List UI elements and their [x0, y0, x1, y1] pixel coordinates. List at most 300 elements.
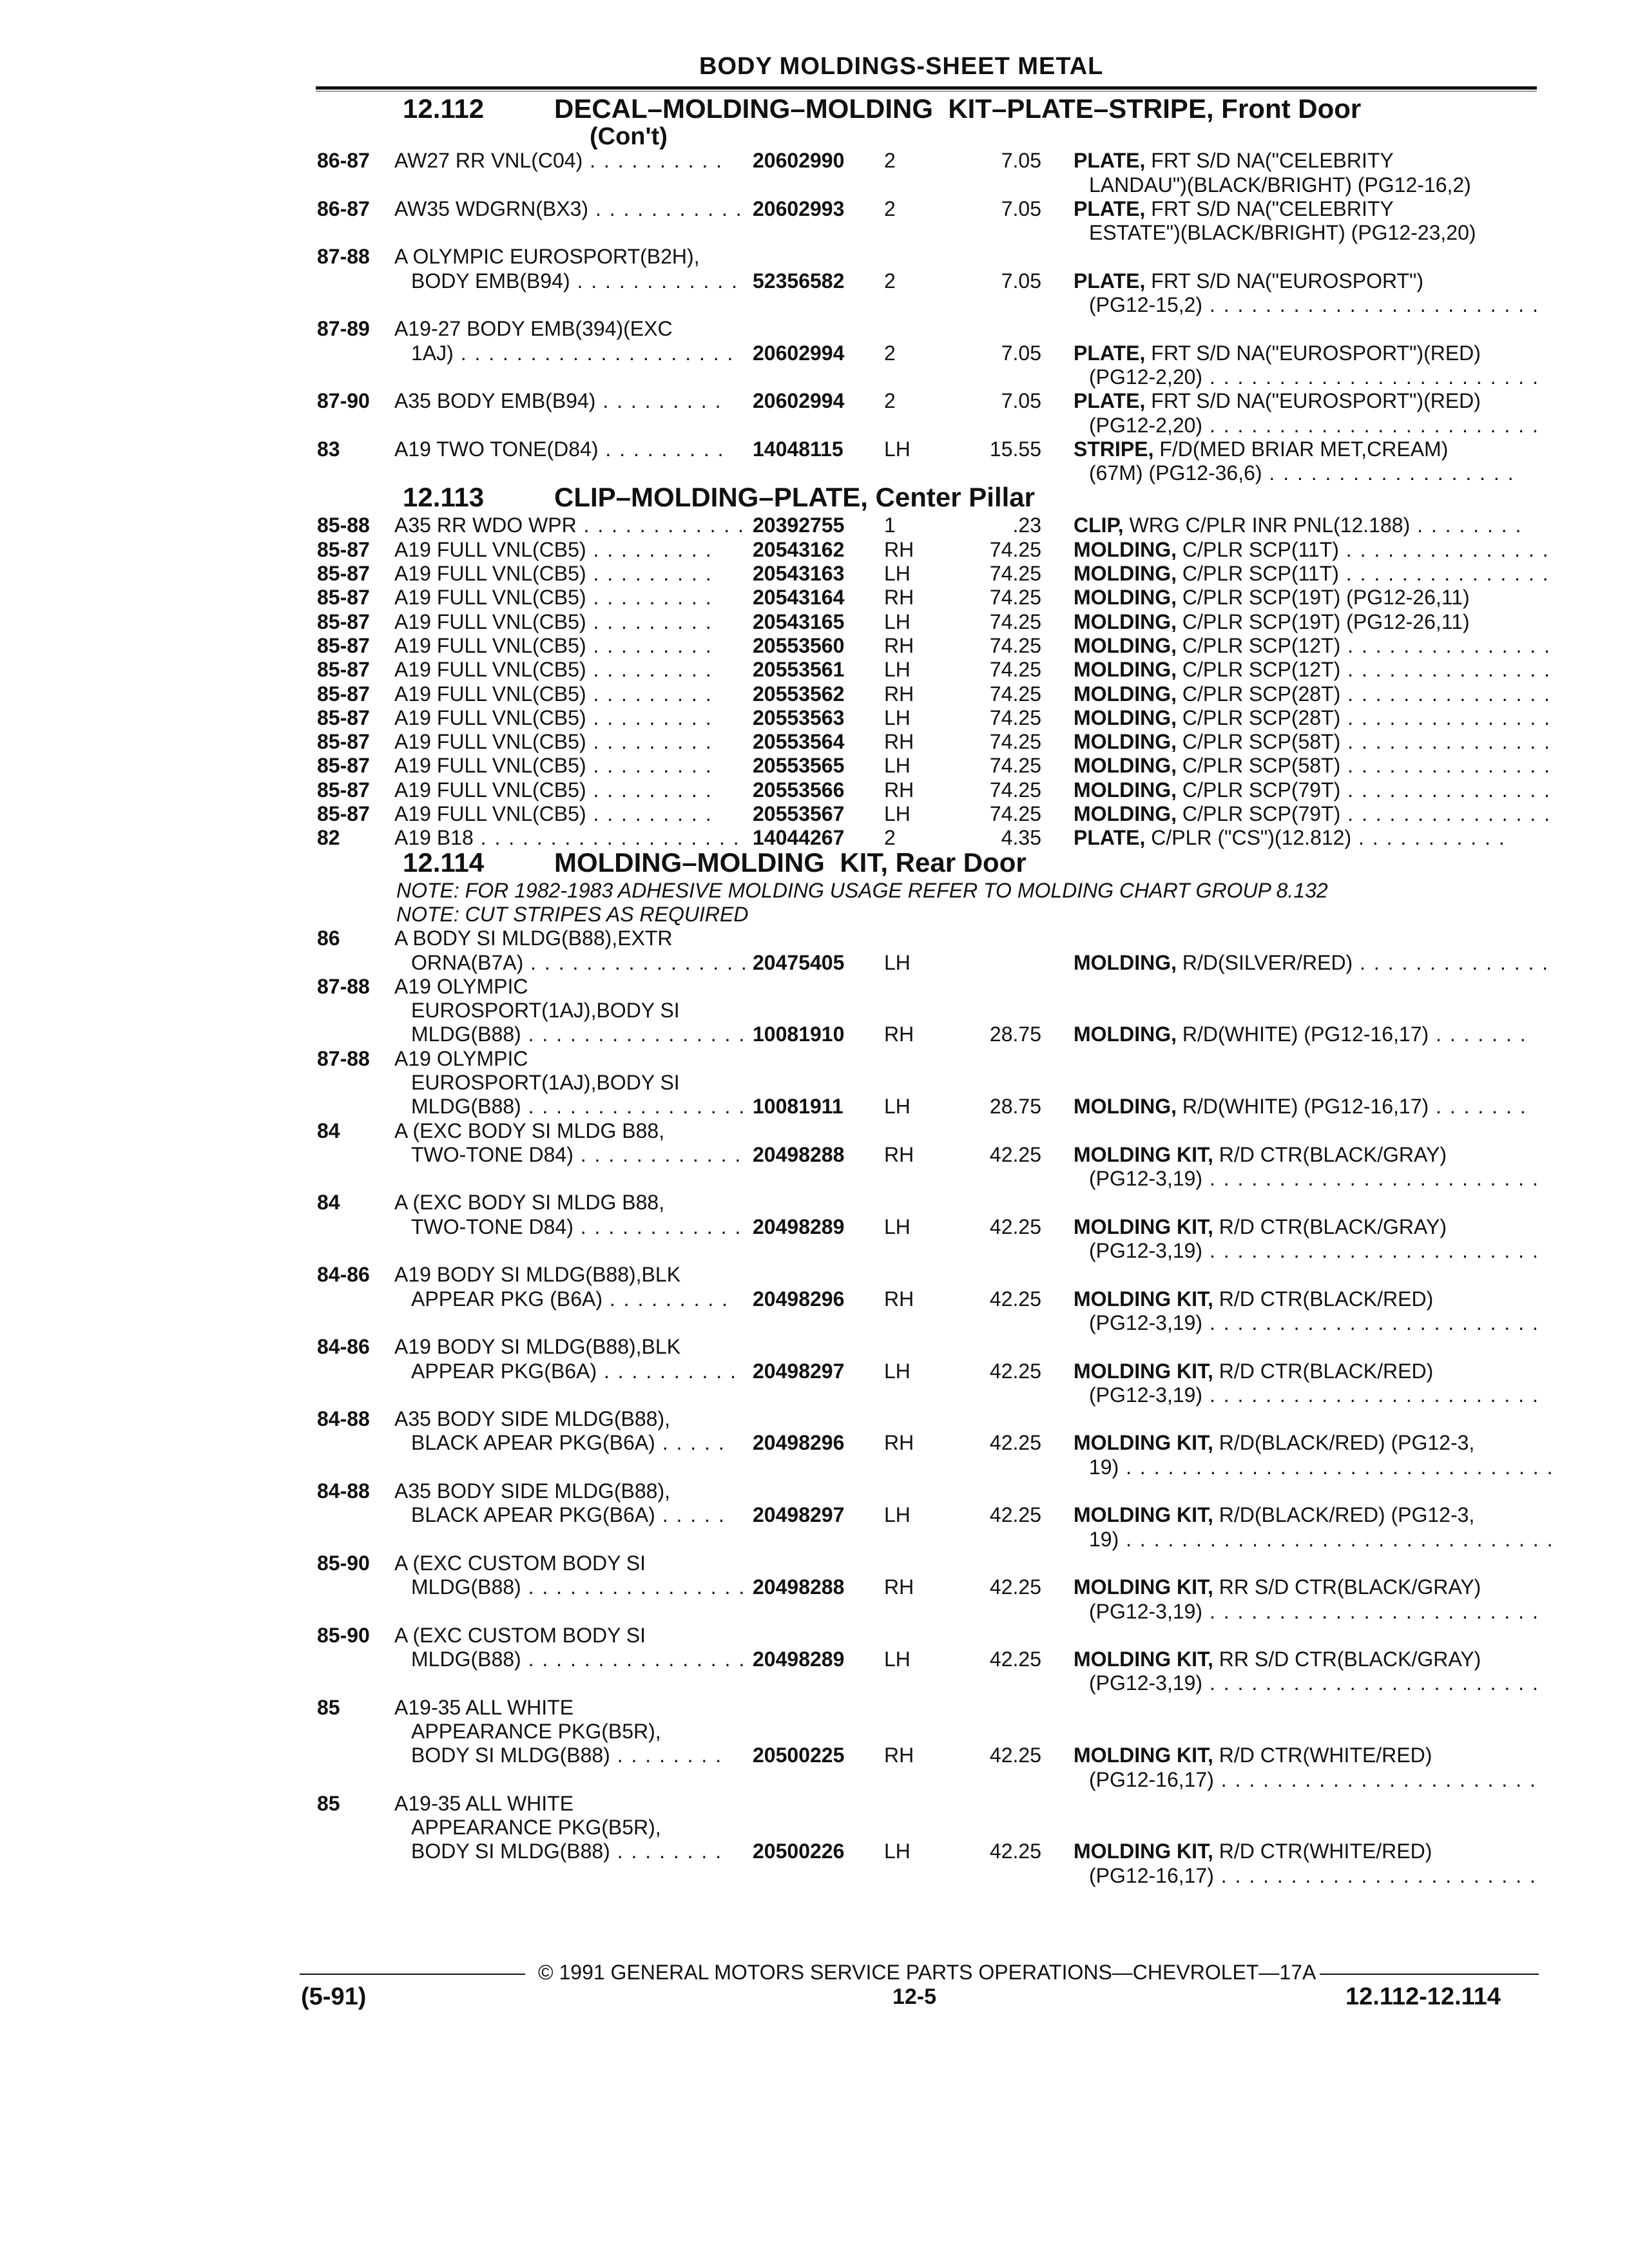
model-year: 84-86: [317, 1335, 370, 1359]
quantity: LH: [884, 706, 911, 729]
part-noun-detail: C/PLR SCP(11T): [1176, 562, 1339, 586]
part-noun: [1074, 1095, 1527, 1119]
part-row: [0, 1624, 1629, 1648]
part-number: 20498288: [753, 1575, 845, 1599]
usage-description: [394, 437, 725, 461]
part-noun-continued: [1089, 1167, 1539, 1191]
usage-description: [394, 1696, 574, 1720]
part-noun: [1074, 826, 1506, 850]
part-row: [0, 999, 1629, 1023]
part-noun-name: PLATE,: [1074, 269, 1146, 293]
dot-leader: . . . . . . . . . . . . . . .: [1340, 778, 1551, 802]
part-noun: [1074, 730, 1551, 754]
part-row: [0, 802, 1629, 826]
part-noun-detail: FRT S/D NA("CELEBRITY: [1145, 149, 1394, 173]
part-number: 20543163: [753, 562, 845, 586]
part-noun: [1074, 1287, 1433, 1311]
part-noun: [1074, 149, 1394, 173]
usage-text: A (EXC CUSTOM BODY SI: [394, 1551, 646, 1575]
part-noun-detail: C/PLR SCP(79T): [1176, 802, 1341, 826]
part-noun-name: MOLDING,: [1074, 730, 1177, 754]
dot-leader: . . . . . . . .: [610, 1840, 723, 1863]
part-number: 20498288: [753, 1142, 845, 1166]
usage-description: [394, 197, 743, 221]
usage-text: 1AJ): [411, 341, 454, 365]
usage-description: [394, 1263, 680, 1287]
part-noun-name: MOLDING KIT,: [1074, 1503, 1213, 1527]
part-noun: [1074, 802, 1551, 826]
dot-leader: . . . . . . . . .: [598, 437, 725, 461]
part-noun-detail: RR S/D CTR(BLACK/GRAY): [1213, 1648, 1481, 1671]
model-year: 85: [317, 1791, 340, 1815]
price: 74.25: [989, 802, 1041, 826]
part-noun-detail: C/PLR SCP(12T): [1176, 633, 1341, 657]
dot-leader: . . . . . . . . . . . . . . . . . . . . . . . .: [1202, 1239, 1539, 1263]
usage-description: [394, 658, 713, 682]
part-noun-continued: [1089, 414, 1539, 437]
usage-text: BODY SI MLDG(B88): [411, 1840, 610, 1863]
part-noun-detail: WRG C/PLR INR PNL(12.188): [1123, 514, 1411, 537]
usage-text: MLDG(B88): [411, 1095, 521, 1119]
part-noun-detail: R/D(WHITE) (PG12-16,17): [1176, 1095, 1429, 1119]
part-noun-name: MOLDING,: [1074, 586, 1177, 610]
model-year: 85-87: [317, 610, 370, 633]
usage-description: [394, 610, 713, 634]
part-row: [0, 1095, 1629, 1119]
model-year: 84-86: [317, 1263, 370, 1287]
price: 42.25: [989, 1840, 1041, 1863]
dot-leader: . . . . . . . . . . . . . . .: [1340, 706, 1551, 729]
part-number: 20498297: [753, 1503, 845, 1527]
part-row: [0, 1143, 1629, 1167]
quantity: 2: [884, 197, 896, 220]
part-row: [0, 437, 1629, 461]
price: 42.25: [989, 1575, 1041, 1599]
dot-leader: . . . . . . . . . . . . . . . . . . . . . . . .: [1202, 1311, 1539, 1334]
quantity: LH: [884, 1840, 911, 1863]
usage-description: [411, 1143, 742, 1167]
usage-text: APPEARANCE PKG(B5R),: [411, 1720, 661, 1743]
footer-rule-left: [300, 1974, 525, 1975]
part-noun: [1074, 197, 1394, 221]
usage-text: A35 RR WDO WPR: [394, 514, 577, 537]
part-noun-continued: [1089, 1600, 1539, 1624]
quantity: 1: [884, 514, 896, 537]
usage-text: A19 TWO TONE(D84): [394, 437, 599, 461]
part-noun-continued: [1089, 1768, 1537, 1792]
note-line: [0, 879, 1629, 903]
part-number: 20553564: [753, 730, 845, 754]
part-row: [0, 1215, 1629, 1239]
part-number: 20498289: [753, 1648, 845, 1671]
continuation-row: [0, 1167, 1629, 1191]
dot-leader: . . . . . . . . . . . . . . . .: [521, 1023, 746, 1046]
part-number: 20543165: [753, 610, 845, 633]
part-row: [0, 975, 1629, 999]
part-noun-detail: RR S/D CTR(BLACK/GRAY): [1213, 1575, 1481, 1599]
dot-leader: . . . . . . . . . . . . . .: [1353, 950, 1550, 974]
dot-leader: . . . . . . . . . . . . . . . .: [523, 950, 748, 974]
quantity: 2: [884, 149, 896, 173]
section-title: DECAL–MOLDING–MOLDING KIT–PLATE–STRIPE, Front Door: [554, 93, 1362, 124]
price: 74.25: [989, 562, 1041, 586]
continuation-row: [0, 1239, 1629, 1263]
part-noun: [1074, 658, 1551, 682]
dot-leader: . . . . . . . . . . . . . . . . . . . . . . . .: [1202, 1383, 1539, 1407]
dot-leader: . . . . . . . . . .: [583, 149, 724, 173]
model-year: 85-88: [317, 514, 370, 537]
continuation-row: [0, 1311, 1629, 1335]
section-number: 12.113: [403, 482, 485, 513]
part-noun: [1074, 706, 1551, 730]
quantity: RH: [884, 1431, 914, 1455]
part-noun-continued-text: (PG12-3,19): [1089, 1239, 1203, 1263]
dot-leader: . . . . . . . . . . . . . . .: [1340, 633, 1551, 657]
model-year: 87-88: [317, 1046, 370, 1070]
continuation-row: [0, 1671, 1629, 1695]
price: 74.25: [989, 586, 1041, 610]
usage-text: A19 FULL VNL(CB5): [394, 706, 586, 729]
part-number: 20602993: [753, 197, 845, 220]
usage-text: A19 FULL VNL(CB5): [394, 754, 586, 778]
part-number: 20498296: [753, 1287, 845, 1311]
part-row: [0, 1023, 1629, 1046]
part-noun-continued-text: (PG12-3,19): [1089, 1383, 1203, 1407]
dot-leader: . . . . . . . . . . . . . . .: [1340, 802, 1551, 826]
dot-leader: . . . . . . . . . . . . . . .: [1338, 537, 1550, 561]
quantity: LH: [884, 950, 911, 974]
usage-text: A19 FULL VNL(CB5): [394, 610, 586, 633]
dot-leader: . . . . . . . . . . . .: [573, 1142, 742, 1166]
usage-description: [394, 1119, 664, 1143]
part-noun: [1074, 1840, 1432, 1863]
dot-leader: . . . . . . . . . . . . . . .: [1338, 562, 1550, 586]
part-noun-name: MOLDING,: [1074, 562, 1177, 586]
dot-leader: . . . . . . . . . .: [597, 1359, 737, 1383]
usage-text: MLDG(B88): [411, 1575, 521, 1599]
quantity: 2: [884, 826, 896, 850]
part-row: [0, 389, 1629, 413]
part-noun-detail: R/D CTR(BLACK/GRAY): [1213, 1215, 1447, 1238]
continuation-row: [0, 1456, 1629, 1479]
model-year: 86-87: [317, 149, 370, 173]
part-noun-continued-text: (PG12-3,19): [1089, 1599, 1203, 1623]
part-row: [0, 1696, 1629, 1720]
part-noun-name: MOLDING KIT,: [1074, 1840, 1213, 1863]
part-row: [0, 610, 1629, 634]
price: .23: [1012, 514, 1041, 537]
part-noun-name: PLATE,: [1074, 149, 1146, 173]
part-noun-detail: R/D CTR(WHITE/RED): [1213, 1840, 1432, 1863]
part-noun-name: MOLDING,: [1074, 754, 1177, 778]
usage-description: [394, 634, 713, 658]
usage-text: A19 BODY SI MLDG(B88),BLK: [394, 1335, 681, 1359]
part-number: 14044267: [753, 826, 845, 850]
part-noun: [1074, 1648, 1481, 1671]
dot-leader: . . . . . . . . .: [586, 633, 713, 657]
part-row: [0, 1071, 1629, 1095]
price: 42.25: [989, 1359, 1041, 1383]
usage-description: [394, 514, 745, 537]
part-noun-detail: R/D(BLACK/RED) (PG12-3,: [1213, 1503, 1475, 1527]
part-number: 20543164: [753, 586, 845, 610]
part-number: 20498297: [753, 1359, 845, 1383]
part-noun: [1074, 437, 1448, 461]
footer-rule-right: [1320, 1974, 1539, 1975]
part-noun: [1074, 1215, 1447, 1239]
part-row: [0, 197, 1629, 221]
part-row: [0, 562, 1629, 586]
usage-text: APPEAR PKG(B6A): [411, 1359, 597, 1383]
part-row: [0, 634, 1629, 658]
usage-text: A19 FULL VNL(CB5): [394, 682, 586, 706]
section-heading: [0, 847, 1629, 879]
part-noun-name: PLATE,: [1074, 341, 1146, 365]
usage-text: A35 BODY EMB(B94): [394, 389, 596, 413]
part-number: 20553566: [753, 778, 845, 802]
usage-description: [394, 754, 713, 778]
dot-leader: . . . . . . . . .: [586, 754, 713, 778]
price: 4.35: [1001, 826, 1041, 850]
part-noun-detail: R/D CTR(BLACK/RED): [1213, 1287, 1434, 1311]
part-row: [0, 1407, 1629, 1431]
usage-description: [394, 1792, 574, 1816]
model-year: 86: [317, 927, 340, 950]
usage-description: [394, 975, 528, 999]
usage-description: [394, 1191, 664, 1215]
usage-description: [394, 1624, 646, 1648]
usage-description: [411, 1071, 680, 1095]
part-noun-continued-text: (PG12-16,17): [1089, 1767, 1214, 1791]
part-noun-continued: [1089, 1311, 1539, 1335]
part-row: [0, 1720, 1629, 1744]
dot-leader: . . . . . . . . . . . . . . . . . . . . . . . .: [1202, 1599, 1539, 1623]
note-text: NOTE: CUT STRIPES AS REQUIRED: [396, 902, 749, 926]
dot-leader: . . . . . . . . .: [595, 389, 722, 413]
part-row: [0, 826, 1629, 850]
continuation-row: [0, 293, 1629, 317]
usage-description: [411, 1648, 746, 1671]
quantity: RH: [884, 1142, 914, 1166]
section-subtitle-line: [0, 125, 1629, 149]
quantity: LH: [884, 754, 911, 778]
part-noun-detail: C/PLR SCP(28T): [1176, 682, 1341, 706]
part-noun-continued-text: (PG12-15,2): [1089, 293, 1203, 317]
usage-text: A (EXC CUSTOM BODY SI: [394, 1623, 646, 1647]
part-noun: [1074, 1360, 1433, 1383]
part-row: [0, 149, 1629, 173]
usage-description: [411, 1575, 746, 1599]
part-noun-name: MOLDING KIT,: [1074, 1359, 1213, 1383]
part-noun-name: CLIP,: [1074, 514, 1124, 537]
usage-description: [394, 1335, 680, 1359]
price: 42.25: [989, 1431, 1041, 1455]
note-line: [0, 903, 1629, 927]
usage-description: [394, 706, 713, 730]
dot-leader: . . . . .: [655, 1503, 726, 1527]
part-noun-continued: [1089, 365, 1539, 389]
part-noun-continued: [1089, 293, 1539, 317]
part-noun: [1074, 682, 1551, 706]
part-noun-continued-text: (PG12-2,20): [1089, 413, 1203, 437]
usage-text: EUROSPORT(1AJ),BODY SI: [411, 999, 680, 1023]
usage-text: A19-35 ALL WHITE: [394, 1791, 574, 1815]
part-noun-detail: R/D(BLACK/RED) (PG12-3,: [1213, 1431, 1475, 1455]
part-noun: [1074, 1143, 1447, 1167]
part-noun-name: MOLDING,: [1074, 633, 1177, 657]
dot-leader: . . . . . . . . . . . . . . . . . . . . . . . .: [1202, 1167, 1539, 1191]
part-number: 20553562: [753, 682, 845, 706]
usage-text: A35 BODY SIDE MLDG(B88),: [394, 1407, 670, 1431]
usage-text: A19 B18: [394, 826, 474, 850]
part-noun-name: PLATE,: [1074, 197, 1146, 220]
part-noun-name: MOLDING,: [1074, 950, 1177, 974]
part-number: 20500225: [753, 1744, 845, 1767]
quantity: 2: [884, 269, 896, 293]
model-year: 85-87: [317, 586, 370, 610]
usage-description: [411, 1744, 722, 1767]
part-noun-continued: [1089, 1456, 1554, 1479]
dot-leader: . . . . . . . . . . . . . . . . . . . . . . . .: [1202, 293, 1539, 317]
part-row: [0, 706, 1629, 730]
part-row: [0, 1287, 1629, 1311]
price: 42.25: [989, 1215, 1041, 1238]
part-noun: [1074, 1503, 1474, 1527]
quantity: LH: [884, 1359, 911, 1383]
part-row: [0, 658, 1629, 682]
part-noun-detail: C/PLR SCP(11T): [1176, 537, 1339, 561]
part-row: [0, 754, 1629, 778]
part-row: [0, 927, 1629, 950]
usage-description: [394, 1552, 646, 1575]
quantity: RH: [884, 682, 914, 706]
model-year: 86-87: [317, 197, 370, 220]
usage-text: A19 FULL VNL(CB5): [394, 586, 586, 610]
continuation-row: [0, 1600, 1629, 1624]
usage-text: A19 FULL VNL(CB5): [394, 562, 586, 586]
model-year: 85: [317, 1695, 340, 1719]
usage-description: [411, 1431, 726, 1455]
dot-leader: . . . . . . . . . . . . . . . .: [521, 1095, 746, 1119]
usage-text: BODY SI MLDG(B88): [411, 1744, 610, 1767]
part-row: [0, 1047, 1629, 1071]
usage-description: [394, 1047, 528, 1071]
part-row: [0, 538, 1629, 562]
model-year: 85-87: [317, 730, 370, 754]
part-row: [0, 1360, 1629, 1383]
dot-leader: . . . . . . . . .: [586, 706, 713, 729]
part-noun-name: MOLDING,: [1074, 1095, 1177, 1119]
continuation-row: [0, 1383, 1629, 1407]
part-noun-detail: F/D(MED BRIAR MET,CREAM): [1153, 437, 1449, 461]
part-noun-continued-text: (PG12-2,20): [1089, 365, 1203, 389]
part-row: [0, 778, 1629, 802]
part-number: 20553565: [753, 754, 845, 778]
part-noun: [1074, 754, 1551, 778]
part-noun-detail: C/PLR SCP(28T): [1176, 706, 1341, 729]
model-year: 84: [317, 1191, 340, 1215]
part-noun: [1074, 1744, 1432, 1767]
model-year: 87-89: [317, 317, 370, 341]
section-title: MOLDING–MOLDING KIT, Rear Door: [554, 847, 1027, 878]
section-heading: [0, 482, 1629, 514]
section-heading: [0, 93, 1629, 125]
usage-description: [411, 1503, 726, 1527]
part-noun-continued: [1089, 461, 1515, 485]
dot-leader: . . . . . . . . . . .: [1351, 826, 1506, 850]
dot-leader: . . . . . . . . . . . . . . . . . .: [1262, 461, 1515, 485]
usage-description: [394, 149, 723, 173]
part-noun: [1074, 389, 1481, 413]
quantity: LH: [884, 1095, 911, 1119]
part-noun-continued: [1089, 221, 1476, 245]
part-noun-name: PLATE,: [1074, 389, 1146, 413]
part-row: [0, 514, 1629, 537]
usage-text: EUROSPORT(1AJ),BODY SI: [411, 1070, 680, 1094]
part-noun: [1074, 778, 1551, 802]
model-year: 85-87: [317, 658, 370, 682]
model-year: 85-87: [317, 633, 370, 657]
part-noun-continued-text: (67M) (PG12-36,6): [1089, 461, 1262, 485]
dot-leader: . . . . . . . . . . . . . . . .: [521, 1648, 746, 1671]
part-noun-detail: R/D CTR(WHITE/RED): [1213, 1744, 1432, 1767]
part-noun-name: MOLDING,: [1074, 1023, 1177, 1046]
price: 7.05: [1001, 197, 1041, 220]
part-noun-detail: R/D(SILVER/RED): [1176, 950, 1353, 974]
usage-text: A19 FULL VNL(CB5): [394, 537, 586, 561]
part-noun-continued-text: 19): [1089, 1455, 1119, 1479]
model-year: 84-88: [317, 1407, 370, 1431]
usage-text: AW35 WDGRN(BX3): [394, 197, 589, 220]
usage-description: [394, 802, 713, 826]
part-noun: [1074, 610, 1470, 634]
price: 15.55: [989, 437, 1041, 461]
model-year: 85-87: [317, 754, 370, 778]
price: 74.25: [989, 706, 1041, 729]
part-number: 20498289: [753, 1215, 845, 1238]
price: 28.75: [989, 1023, 1041, 1046]
usage-text: TWO-TONE D84): [411, 1215, 574, 1238]
model-year: 85-87: [317, 802, 370, 826]
quantity: RH: [884, 1744, 914, 1767]
price: 7.05: [1001, 389, 1041, 413]
dot-leader: . . . . . . . . . . . .: [573, 1215, 742, 1238]
quantity: RH: [884, 778, 914, 802]
part-noun: [1074, 1023, 1527, 1046]
part-number: 10081911: [753, 1095, 843, 1119]
part-noun-detail: C/PLR SCP(58T): [1176, 754, 1341, 778]
usage-description: [394, 778, 713, 802]
continuation-row: [0, 1768, 1629, 1792]
dot-leader: . . . . . . . . . . .: [588, 197, 743, 220]
model-year: 83: [317, 437, 340, 461]
price: 28.75: [989, 1095, 1041, 1119]
part-noun-continued-text: (PG12-3,19): [1089, 1671, 1203, 1695]
model-year: 85-87: [317, 778, 370, 802]
part-row: [0, 269, 1629, 293]
quantity: 2: [884, 389, 896, 413]
usage-text: BODY EMB(B94): [411, 269, 570, 293]
dot-leader: . . . . . . . . . . . .: [576, 514, 746, 537]
price: 42.25: [989, 1503, 1041, 1527]
usage-text: TWO-TONE D84): [411, 1142, 574, 1166]
dot-leader: . . . . . . . . . . . . . . . . . . . . . . .: [1213, 1767, 1537, 1791]
part-noun-name: MOLDING KIT,: [1074, 1142, 1213, 1166]
part-noun-name: MOLDING KIT,: [1074, 1648, 1213, 1671]
usage-description: [394, 389, 722, 413]
quantity: RH: [884, 537, 914, 561]
section-title: CLIP–MOLDING–PLATE, Center Pillar: [554, 482, 1036, 513]
